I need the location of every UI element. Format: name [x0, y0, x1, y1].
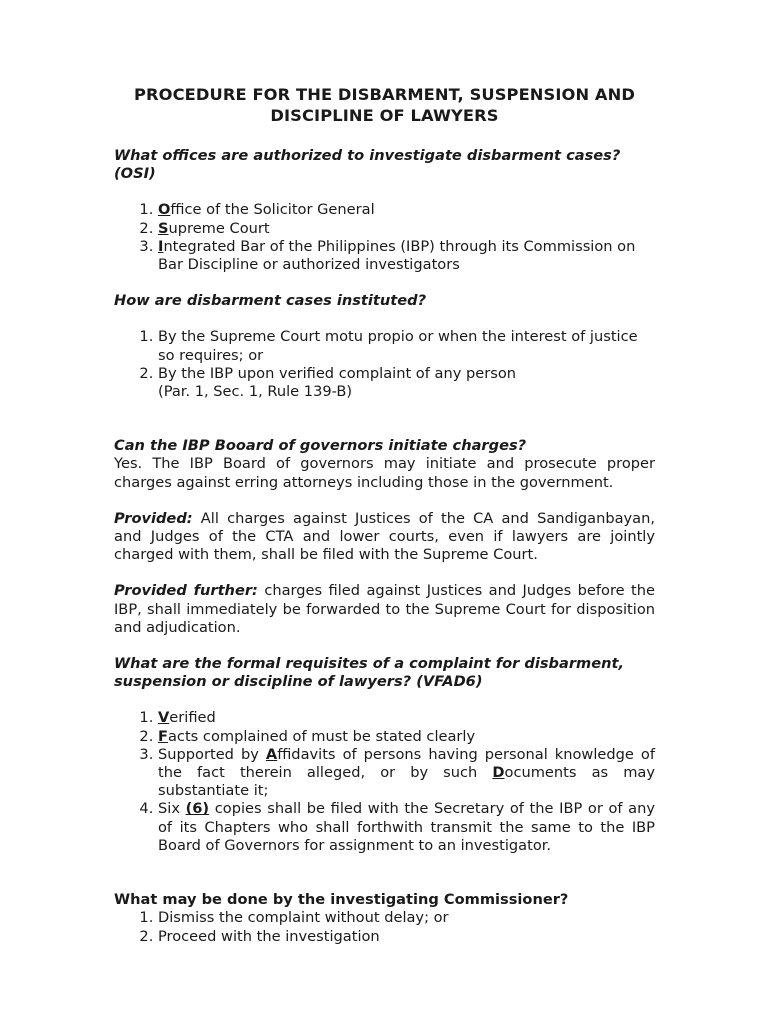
mnemonic-letter: D [492, 764, 505, 782]
provided-paragraph [114, 510, 655, 565]
offices-list [114, 201, 655, 274]
list-item [158, 201, 655, 219]
mnemonic-letter: A [265, 745, 278, 763]
provided-further-text: charges filed against Justices and Judges before the IBP, shall immediately be forwarded to the Supreme Court for disposition and adjudication. [114, 582, 655, 636]
citation: (Par. 1, Sec. 1, Rule 139-B) [158, 383, 353, 401]
question-instituted: How are disbarment cases instituted? [114, 292, 427, 310]
commissioner-list [114, 909, 655, 945]
list-item-text: Six [158, 800, 186, 818]
list-item: 1. By the Supreme Court motu propio or when the interest of justice so requires; or [158, 328, 655, 364]
mnemonic-letter: F [158, 727, 168, 745]
list-item-text: copies shall be filed with the Secretary of the IBP or of any of its Chapters who shall forthwith transmit the same to the IBP Board of Governors for assignment to an investigator. [158, 800, 656, 854]
provided-further-paragraph [114, 582, 655, 637]
provided-further-label: Provided further: [114, 582, 258, 600]
list-item: 2. Proceed with the investigation [158, 928, 655, 946]
provided-text: All charges against Justices of the CA and Sandiganbayan, and Judges of the CTA and lower courts, even if lawyers are jointly charged with them, shall be filed with the Supreme Court. [114, 509, 655, 564]
list-item-text: ffidavits of persons having personal knowledge of the fact therein alleged, or by such [158, 745, 655, 782]
list-item: 1. Dismiss the complaint without delay; or [158, 909, 655, 927]
list-item-text: upreme Court [168, 219, 270, 237]
list-item-text: ntegrated Bar of the Philippines (IBP) through its Commission on Bar Discipline or authorized investigators [158, 237, 636, 274]
instituted-list [114, 328, 655, 401]
question-ibp-board: Can the IBP Booard of governors initiate charges? [114, 437, 527, 455]
list-item [158, 728, 655, 746]
list-item-text: erified [169, 709, 216, 727]
list-item-text: acts complained of must be stated clearly [167, 727, 476, 745]
question-offices: What offices are authorized to investigate disbarment cases? (OSI) [114, 147, 621, 183]
mnemonic-letter: V [158, 709, 170, 727]
mnemonic-letter: O [158, 201, 171, 219]
question-commissioner: What may be done by the investigating Commissioner? [114, 891, 569, 909]
document-title: PROCEDURE FOR THE DISBARMENT, SUSPENSION AND DISCIPLINE OF LAWYERS [134, 85, 635, 125]
provided-label: Provided: [114, 509, 193, 527]
list-item-text: Supported by [158, 745, 266, 763]
list-item-text: By the IBP upon verified complaint of any person [158, 364, 516, 382]
question-requisites: What are the formal requisites of a complaint for disbarment, suspension or discipline of lawyers? (VFAD6) [114, 655, 625, 691]
list-item [158, 365, 655, 401]
document-page [114, 84, 655, 946]
list-item-text: ffice of the Solicitor General [170, 201, 375, 219]
mnemonic-letter: I [158, 237, 164, 255]
mnemonic-letter: S [158, 219, 169, 237]
list-item [158, 238, 655, 274]
requisites-list [114, 709, 655, 855]
answer-ibp-board: Yes. The IBP Board of governors may initiate and prosecute proper charges against erring attorneys including those in the government. [114, 455, 655, 491]
list-item-text: ocuments as may substantiate it; [158, 764, 655, 800]
list-item [158, 746, 655, 801]
list-item [158, 220, 655, 238]
list-item [158, 709, 655, 727]
list-item [158, 800, 655, 855]
copies-count: (6) [185, 800, 210, 818]
